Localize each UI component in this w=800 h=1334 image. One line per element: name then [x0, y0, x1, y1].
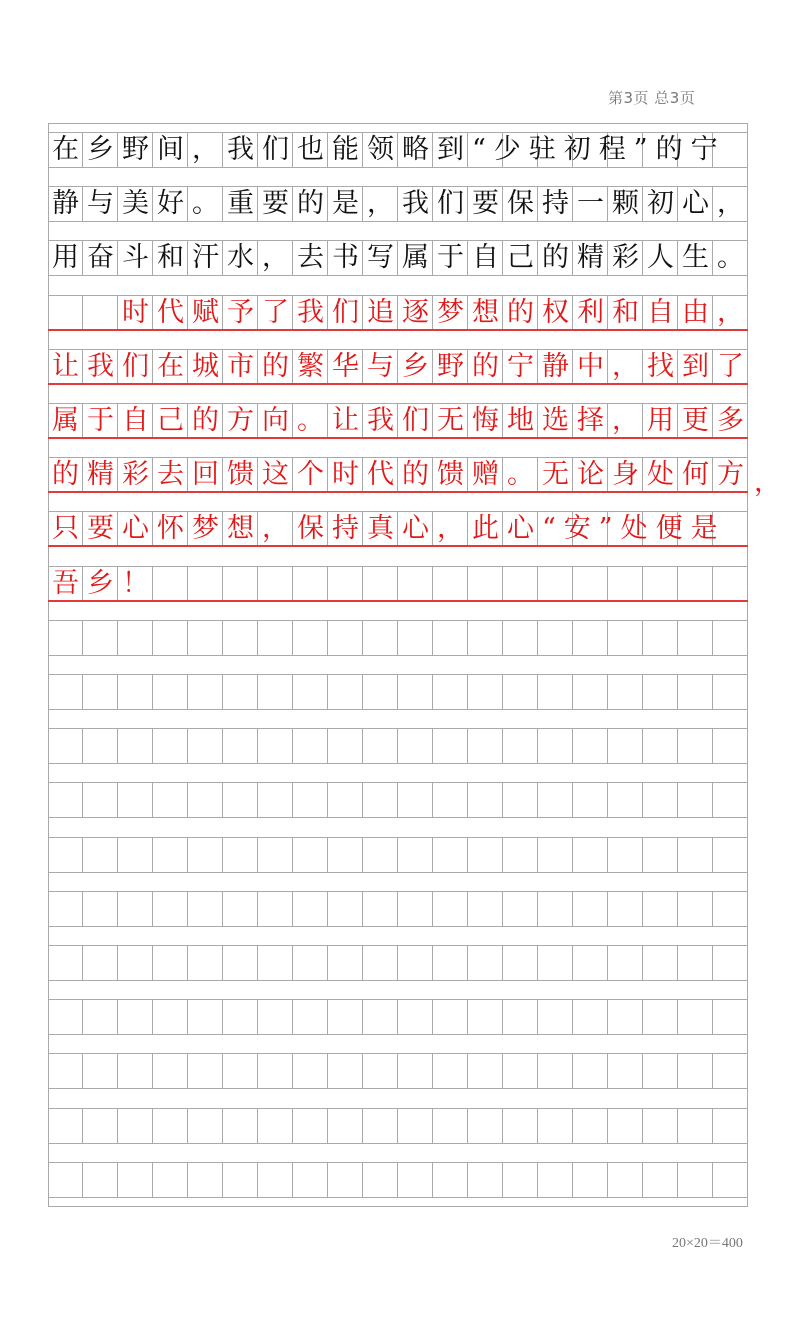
- grid-row: [48, 349, 752, 385]
- grid-cell: [118, 892, 153, 926]
- grid-cell: [608, 1054, 643, 1088]
- grid-cell: [153, 729, 188, 763]
- grid-cell: [328, 1054, 363, 1088]
- row-text: 吾乡！: [52, 567, 157, 599]
- grid-cell: [223, 729, 258, 763]
- grid-cell: [83, 1109, 118, 1143]
- grid-cell: [258, 621, 293, 655]
- grid-cell: [608, 946, 643, 980]
- grid-cell: [223, 1109, 258, 1143]
- grid-cell: [328, 675, 363, 709]
- grid-cell: [573, 1054, 608, 1088]
- grid-cell: [678, 1109, 713, 1143]
- grid-cell: [328, 729, 363, 763]
- grid-cell: [83, 783, 118, 817]
- grid-cell: [468, 1163, 503, 1197]
- grid-row: [48, 999, 748, 1035]
- grid-cell: [363, 567, 398, 600]
- grid-cell: [188, 1109, 223, 1143]
- grid-cell: [153, 1054, 188, 1088]
- grid-cell: [608, 892, 643, 926]
- grid-cell: [83, 729, 118, 763]
- grid-cell: [608, 1109, 643, 1143]
- grid-cell: [293, 946, 328, 980]
- grid-row: [48, 1108, 748, 1144]
- grid-cell: [538, 729, 573, 763]
- grid-cell: [258, 946, 293, 980]
- grid-cell: [398, 729, 433, 763]
- grid-cell: [293, 621, 328, 655]
- grid-cell: [153, 675, 188, 709]
- grid-row: [48, 1053, 748, 1089]
- grid-cell: [573, 567, 608, 600]
- grid-cell: [258, 675, 293, 709]
- grid-cell: [573, 621, 608, 655]
- grid-cell: [468, 729, 503, 763]
- grid-cell: [83, 892, 118, 926]
- grid-cell: [118, 729, 153, 763]
- grid-cell: [468, 675, 503, 709]
- grid-cell: [713, 946, 748, 980]
- grid-cell: [188, 567, 223, 600]
- grid-cell: [293, 892, 328, 926]
- grid-cell: [118, 621, 153, 655]
- grid-cell: [363, 838, 398, 872]
- grid-cell: [293, 1054, 328, 1088]
- grid-cell: [678, 1000, 713, 1034]
- grid-row: [48, 674, 748, 710]
- grid-cell: [258, 892, 293, 926]
- grid-cell: [328, 946, 363, 980]
- grid-cell: [538, 1054, 573, 1088]
- grid-cell: [678, 729, 713, 763]
- grid-cell: [118, 1054, 153, 1088]
- grid-cell: [223, 621, 258, 655]
- row-text: 属于自己的方向。让我们无悔地选择，用更多: [52, 405, 752, 436]
- grid-cell: [643, 675, 678, 709]
- grid-cell: [118, 946, 153, 980]
- grid-cell: [468, 1054, 503, 1088]
- grid-cell: [258, 1163, 293, 1197]
- grid-cell: [398, 1054, 433, 1088]
- grid-cell: [293, 1109, 328, 1143]
- grid-row: [48, 1162, 748, 1198]
- grid-cell: [643, 946, 678, 980]
- grid-cell: [713, 1000, 748, 1034]
- grid-cell: [363, 783, 398, 817]
- grid-cell: [188, 1163, 223, 1197]
- grid-cell: [573, 892, 608, 926]
- grid-cell: [643, 567, 678, 600]
- grid-cell: [258, 783, 293, 817]
- grid-cell: [713, 892, 748, 926]
- grid-cell: [223, 838, 258, 872]
- grid-row: [48, 511, 748, 547]
- grid-cell: [538, 783, 573, 817]
- grid-cell: [678, 567, 713, 600]
- grid-cell: [713, 1054, 748, 1088]
- grid-cell: [188, 783, 223, 817]
- grid-cell: [468, 1109, 503, 1143]
- grid-cell: [573, 1109, 608, 1143]
- grid-cell: [433, 675, 468, 709]
- grid-row: [48, 566, 748, 602]
- grid-cell: [678, 783, 713, 817]
- grid-cell: [363, 729, 398, 763]
- grid-cell: [83, 1000, 118, 1034]
- grid-cell: [503, 1000, 538, 1034]
- grid-cell: [293, 783, 328, 817]
- grid-row: [48, 782, 748, 818]
- grid-cell: [643, 621, 678, 655]
- page-number-label: 第3页 总3页: [608, 89, 696, 107]
- grid-cell: [363, 892, 398, 926]
- grid-cell: [328, 838, 363, 872]
- grid-cell: [538, 675, 573, 709]
- grid-cell: [223, 946, 258, 980]
- grid-cell: [328, 621, 363, 655]
- grid-cell: [48, 1163, 83, 1197]
- grid-cell: [608, 675, 643, 709]
- grid-cell: [153, 783, 188, 817]
- grid-cell: [608, 729, 643, 763]
- grid-row: [48, 186, 752, 222]
- grid-cell: [188, 729, 223, 763]
- grid-cell: [293, 1163, 328, 1197]
- grid-cell: [118, 838, 153, 872]
- grid-cell: [398, 1000, 433, 1034]
- row-text: 静与美好。重要的是，我们要保持一颗初心，: [52, 188, 752, 220]
- grid-cell: [258, 1054, 293, 1088]
- grid-cell: [83, 1163, 118, 1197]
- grid-cell: [678, 946, 713, 980]
- grid-cell: [608, 1000, 643, 1034]
- grid-cell: [188, 892, 223, 926]
- grid-cell: [153, 892, 188, 926]
- grid-cell: [538, 1000, 573, 1034]
- grid-cell: [678, 838, 713, 872]
- grid-cell: [538, 838, 573, 872]
- grid-cell: [328, 1163, 363, 1197]
- grid-cell: [293, 567, 328, 600]
- grid-cell: [678, 621, 713, 655]
- grid-cell: [713, 567, 748, 600]
- grid-cell: [538, 1163, 573, 1197]
- grid-cell: [363, 1109, 398, 1143]
- grid-cell: [258, 1109, 293, 1143]
- grid-cell: [713, 729, 748, 763]
- grid-cell: [48, 892, 83, 926]
- grid-cell: [153, 567, 188, 600]
- grid-cell: [468, 892, 503, 926]
- grid-cell: [468, 567, 503, 600]
- grid-cell: [468, 946, 503, 980]
- grid-cell: [223, 1000, 258, 1034]
- row-text: 时代赋予了我们追逐梦想的权利和自由，: [122, 296, 752, 328]
- grid-cell: [468, 783, 503, 817]
- grid-cell: [643, 1054, 678, 1088]
- grid-cell: [258, 567, 293, 600]
- grid-cell: [293, 675, 328, 709]
- grid-cell: [258, 1000, 293, 1034]
- grid-row: [48, 945, 748, 981]
- overflow-punctuation: ，: [754, 467, 781, 499]
- grid-cell: [398, 1109, 433, 1143]
- grid-cell: [503, 783, 538, 817]
- grid-cell: [433, 1109, 468, 1143]
- grid-cell: [678, 1163, 713, 1197]
- grid-cell: [188, 946, 223, 980]
- grid-cell: [538, 946, 573, 980]
- grid-cell: [363, 1000, 398, 1034]
- grid-cell: [503, 1163, 538, 1197]
- grid-cell: [363, 675, 398, 709]
- grid-cell: [83, 1054, 118, 1088]
- grid-cell: [363, 1054, 398, 1088]
- grid-cell: [398, 675, 433, 709]
- grid-cell: [363, 946, 398, 980]
- grid-cell: [573, 783, 608, 817]
- grid-cell: [573, 675, 608, 709]
- grid-cell: [188, 1054, 223, 1088]
- grid-count-label: 20×20＝400: [672, 1236, 743, 1251]
- grid-cell: [153, 1109, 188, 1143]
- grid-cell: [503, 1109, 538, 1143]
- grid-cell: [433, 567, 468, 600]
- grid-cell: [48, 946, 83, 980]
- grid-cell: [503, 567, 538, 600]
- grid-cell: [433, 892, 468, 926]
- grid-cell: [713, 1163, 748, 1197]
- grid-cell: [223, 783, 258, 817]
- grid-cell: [223, 675, 258, 709]
- grid-cell: [678, 675, 713, 709]
- grid-cell: [118, 1109, 153, 1143]
- grid-cell: [643, 783, 678, 817]
- grid-cell: [188, 1000, 223, 1034]
- row-text: 让我们在城市的繁华与乡野的宁静中，找到了: [52, 350, 752, 382]
- grid-cell: [118, 675, 153, 709]
- grid-cell: [188, 621, 223, 655]
- grid-cell: [293, 729, 328, 763]
- grid-cell: [153, 946, 188, 980]
- grid-cell: [573, 1000, 608, 1034]
- grid-cell: [643, 838, 678, 872]
- grid-cell: [83, 946, 118, 980]
- grid-cell: [398, 946, 433, 980]
- grid-cell: [643, 729, 678, 763]
- grid-row: [48, 620, 748, 656]
- grid-cell: [608, 783, 643, 817]
- grid-cell: [363, 1163, 398, 1197]
- grid-cell: [713, 838, 748, 872]
- grid-cell: [118, 783, 153, 817]
- grid-cell: [503, 946, 538, 980]
- grid-cell: [713, 621, 748, 655]
- grid-cell: [153, 838, 188, 872]
- grid-row: [48, 403, 752, 439]
- grid-cell: [573, 838, 608, 872]
- grid-cell: [258, 729, 293, 763]
- grid-cell: [608, 621, 643, 655]
- grid-cell: [48, 783, 83, 817]
- row-text: 用奋斗和汗水，去书写属于自己的精彩人生。: [52, 242, 752, 274]
- grid-cell: [538, 1109, 573, 1143]
- grid-cell: [503, 1054, 538, 1088]
- grid-cell: [573, 1163, 608, 1197]
- grid-cell: [468, 1000, 503, 1034]
- row-text: 的精彩去回馈这个时代的馈赠。无论身处何方: [52, 459, 752, 491]
- grid-cell: [293, 838, 328, 872]
- row-text: 在乡野间，我们也能领略到“少驻初程”的宁: [52, 134, 726, 165]
- grid-cell: [48, 621, 83, 655]
- grid-cell: [48, 675, 83, 709]
- grid-cell: [48, 838, 83, 872]
- grid-cell: [188, 838, 223, 872]
- grid-cell: [223, 1163, 258, 1197]
- grid-cell: [363, 621, 398, 655]
- grid-cell: [538, 892, 573, 926]
- grid-cell: [223, 567, 258, 600]
- grid-cell: [328, 1109, 363, 1143]
- grid-cell: [118, 1163, 153, 1197]
- grid-cell: [608, 567, 643, 600]
- grid-row: [48, 132, 748, 168]
- grid-cell: [328, 892, 363, 926]
- grid-cell: [503, 892, 538, 926]
- grid-cell: [713, 783, 748, 817]
- grid-cell: [48, 729, 83, 763]
- grid-row: [48, 457, 781, 499]
- grid-cell: [433, 1163, 468, 1197]
- grid-cell: [643, 1000, 678, 1034]
- grid-row: [48, 295, 752, 331]
- grid-cell: [398, 838, 433, 872]
- grid-cell: [433, 946, 468, 980]
- grid-cell: [538, 567, 573, 600]
- grid-cell: [83, 621, 118, 655]
- grid-cell: [573, 729, 608, 763]
- grid-cell: [433, 1000, 468, 1034]
- grid-cell: [258, 838, 293, 872]
- grid-cell: [118, 1000, 153, 1034]
- grid-cell: [608, 1163, 643, 1197]
- composition-grid-sheet: [48, 123, 781, 1207]
- grid-cell: [328, 1000, 363, 1034]
- grid-cell: [678, 892, 713, 926]
- grid-cell: [433, 1054, 468, 1088]
- grid-cell: [83, 838, 118, 872]
- grid-cell: [503, 729, 538, 763]
- grid-cell: [48, 1000, 83, 1034]
- grid-row: [48, 240, 752, 276]
- grid-cell: [643, 1163, 678, 1197]
- grid-cell: [643, 1109, 678, 1143]
- grid-cell: [503, 621, 538, 655]
- grid-cell: [328, 783, 363, 817]
- grid-cell: [433, 838, 468, 872]
- grid-cell: [573, 946, 608, 980]
- grid-cell: [398, 1163, 433, 1197]
- grid-cell: [608, 838, 643, 872]
- grid-cell: [468, 838, 503, 872]
- grid-cell: [713, 675, 748, 709]
- grid-row: [48, 891, 748, 927]
- row-text: 只要心怀梦想，保持真心，此心“安”处便是: [52, 513, 726, 545]
- grid-cell: [83, 675, 118, 709]
- grid-cell: [153, 621, 188, 655]
- grid-cell: [678, 1054, 713, 1088]
- grid-cell: [643, 892, 678, 926]
- grid-cell: [293, 1000, 328, 1034]
- grid-cell: [468, 621, 503, 655]
- grid-cell: [48, 1054, 83, 1088]
- grid-cell: [398, 783, 433, 817]
- grid-cell: [188, 675, 223, 709]
- grid-cell: [503, 675, 538, 709]
- grid-cell: [433, 621, 468, 655]
- grid-row: [48, 837, 748, 873]
- grid-cell: [48, 1109, 83, 1143]
- grid-cell: [153, 1000, 188, 1034]
- grid-cell: [153, 1163, 188, 1197]
- grid-cell: [223, 1054, 258, 1088]
- grid-cell: [398, 621, 433, 655]
- grid-cell: [713, 1109, 748, 1143]
- grid-cell: [223, 892, 258, 926]
- grid-cell: [433, 783, 468, 817]
- grid-cell: [538, 621, 573, 655]
- grid-cell: [398, 892, 433, 926]
- grid-cell: [328, 567, 363, 600]
- grid-cell: [433, 729, 468, 763]
- grid-row: [48, 728, 748, 764]
- grid-cell: [398, 567, 433, 600]
- grid-cell: [503, 838, 538, 872]
